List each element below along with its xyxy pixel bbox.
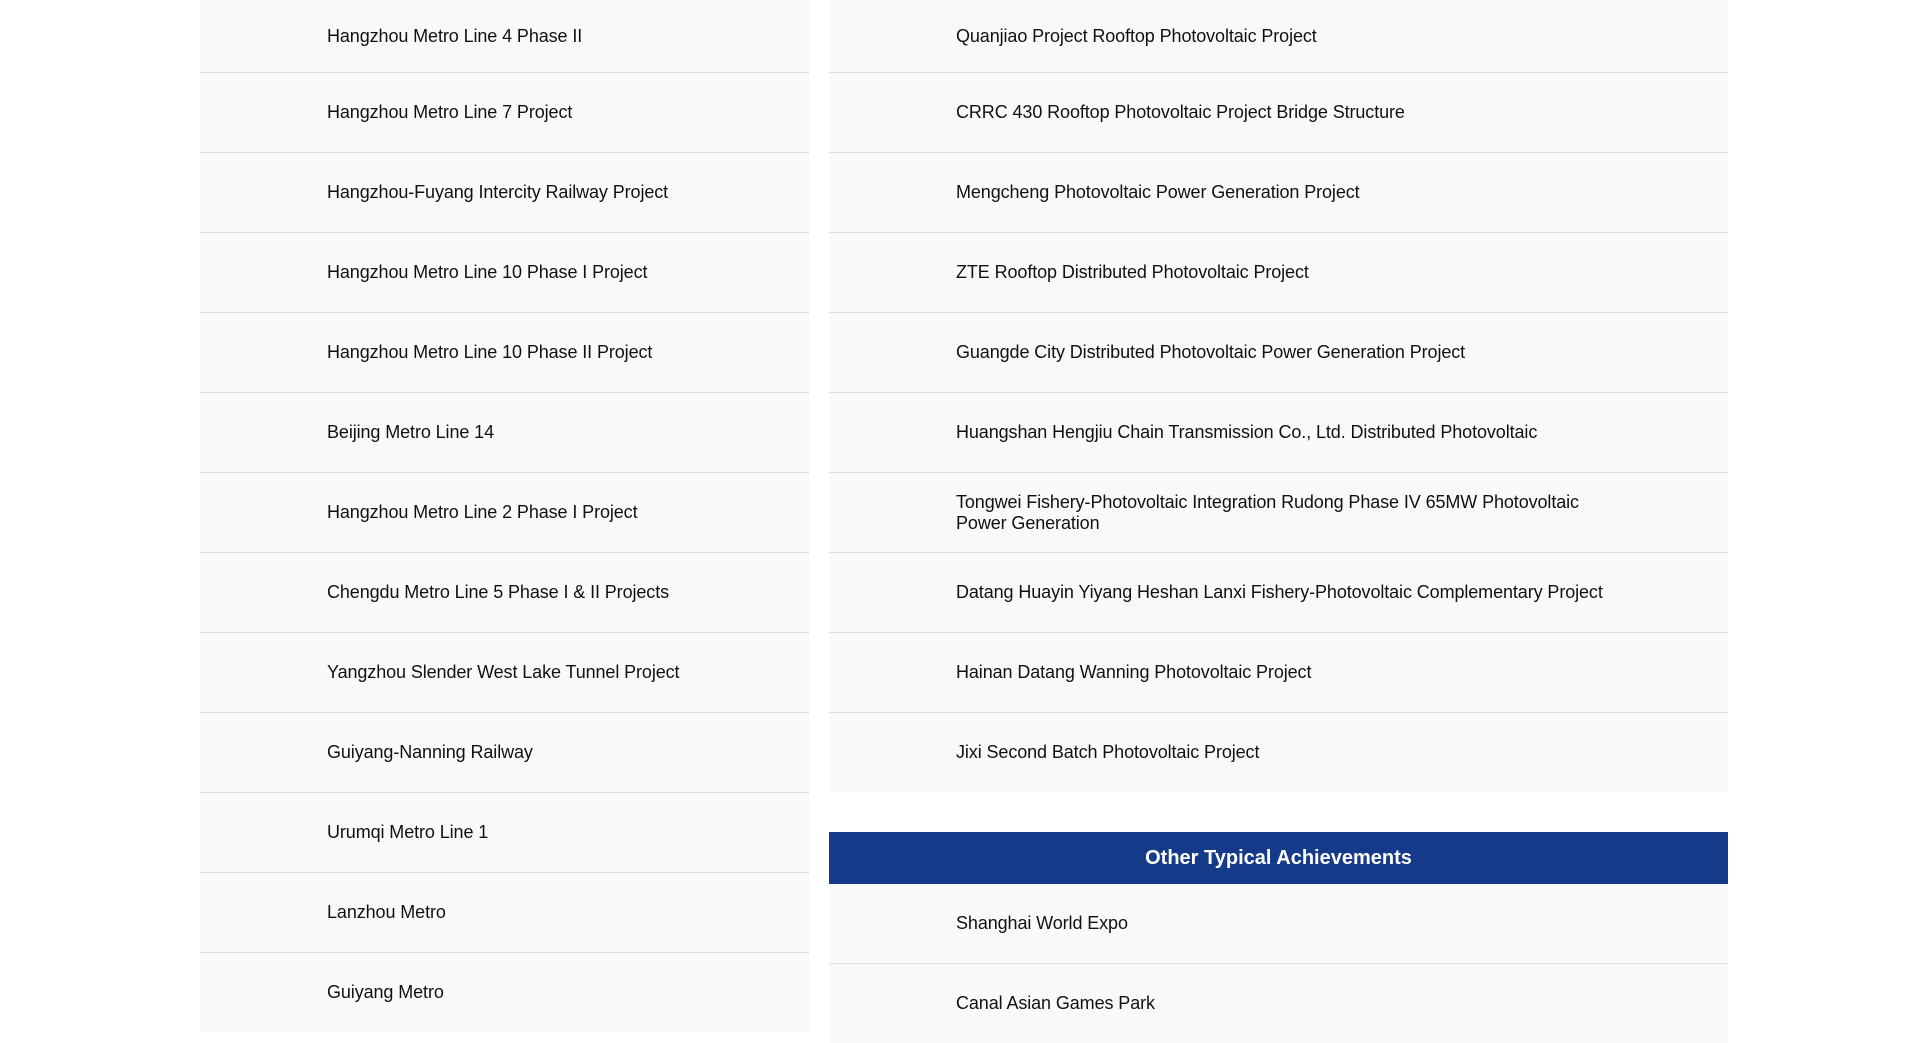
list-item-label: Hangzhou Metro Line 10 Phase I Project <box>327 262 648 282</box>
list-item-label: ZTE Rooftop Distributed Photovoltaic Project <box>956 262 1309 282</box>
section-title: Other Typical Achievements <box>1145 846 1412 869</box>
list-item[interactable] <box>200 953 809 1032</box>
list-item[interactable] <box>200 553 809 633</box>
list-item-label: Urumqi Metro Line 1 <box>327 822 489 842</box>
list-item[interactable] <box>829 393 1728 473</box>
list-item[interactable] <box>200 0 809 73</box>
list-item[interactable] <box>829 633 1728 713</box>
list-item-label: Hangzhou Metro Line 4 Phase II <box>327 25 583 46</box>
list-item-label: Hangzhou-Fuyang Intercity Railway Project <box>327 182 669 202</box>
list-item[interactable] <box>200 153 809 233</box>
list-item[interactable] <box>200 393 809 473</box>
list-item-label: Chengdu Metro Line 5 Phase I & II Projects <box>327 582 669 602</box>
list-item-label: Huangshan Hengjiu Chain Transmission Co., Ltd. Distributed Photovoltaic <box>956 422 1538 442</box>
list-item[interactable] <box>200 73 809 153</box>
list-item[interactable] <box>200 793 809 873</box>
list-item-label: Tongwei Fishery-Photovoltaic Integration Rudong Phase IV 65MW Photovoltaic Power Generation <box>956 491 1579 533</box>
list-item-label: Shanghai World Expo <box>956 913 1128 933</box>
list-item-label: Guiyang Metro <box>327 982 444 1002</box>
other-achievements-list <box>829 884 1728 1043</box>
list-item-label: Yangzhou Slender West Lake Tunnel Project <box>327 662 680 682</box>
list-item[interactable] <box>829 964 1728 1043</box>
other-achievements-header <box>829 832 1728 884</box>
list-item[interactable] <box>200 473 809 553</box>
list-item-label: CRRC 430 Rooftop Photovoltaic Project Bridge Structure <box>956 102 1405 122</box>
list-item[interactable] <box>829 884 1728 964</box>
list-item-label: Hangzhou Metro Line 2 Phase I Project <box>327 502 638 522</box>
list-item-label: Quanjiao Project Rooftop Photovoltaic Project <box>956 25 1317 46</box>
list-item[interactable] <box>200 313 809 393</box>
list-item-label: Hangzhou Metro Line 7 Project <box>327 102 573 122</box>
list-item-label: Mengcheng Photovoltaic Power Generation Project <box>956 182 1360 202</box>
list-item[interactable] <box>200 233 809 313</box>
list-item-label: Datang Huayin Yiyang Heshan Lanxi Fishery-Photovoltaic Complementary Project <box>956 582 1603 602</box>
list-item[interactable] <box>200 873 809 953</box>
list-item-label: Guiyang-Nanning Railway <box>327 742 533 762</box>
list-item-label: Lanzhou Metro <box>327 902 446 922</box>
list-item[interactable] <box>200 713 809 793</box>
list-item[interactable] <box>829 73 1728 153</box>
list-item[interactable] <box>829 0 1728 73</box>
railway-projects-list <box>200 0 809 1032</box>
list-item[interactable] <box>829 713 1728 792</box>
list-item-label: Hangzhou Metro Line 10 Phase II Project <box>327 342 653 362</box>
list-item-label: Canal Asian Games Park <box>956 993 1155 1013</box>
list-item[interactable] <box>200 633 809 713</box>
photovoltaic-projects-list <box>829 0 1728 792</box>
list-item-label: Hainan Datang Wanning Photovoltaic Project <box>956 662 1312 682</box>
photovoltaic-projects-column <box>829 0 1728 1043</box>
list-item-label: Jixi Second Batch Photovoltaic Project <box>956 742 1260 762</box>
list-item[interactable] <box>829 233 1728 313</box>
list-item[interactable] <box>829 473 1728 553</box>
list-item[interactable] <box>829 553 1728 633</box>
list-item[interactable] <box>829 313 1728 393</box>
railway-projects-column <box>200 0 809 1032</box>
list-item[interactable] <box>829 153 1728 233</box>
list-item-label: Beijing Metro Line 14 <box>327 422 495 442</box>
list-item-label: Guangde City Distributed Photovoltaic Power Generation Project <box>956 342 1466 362</box>
